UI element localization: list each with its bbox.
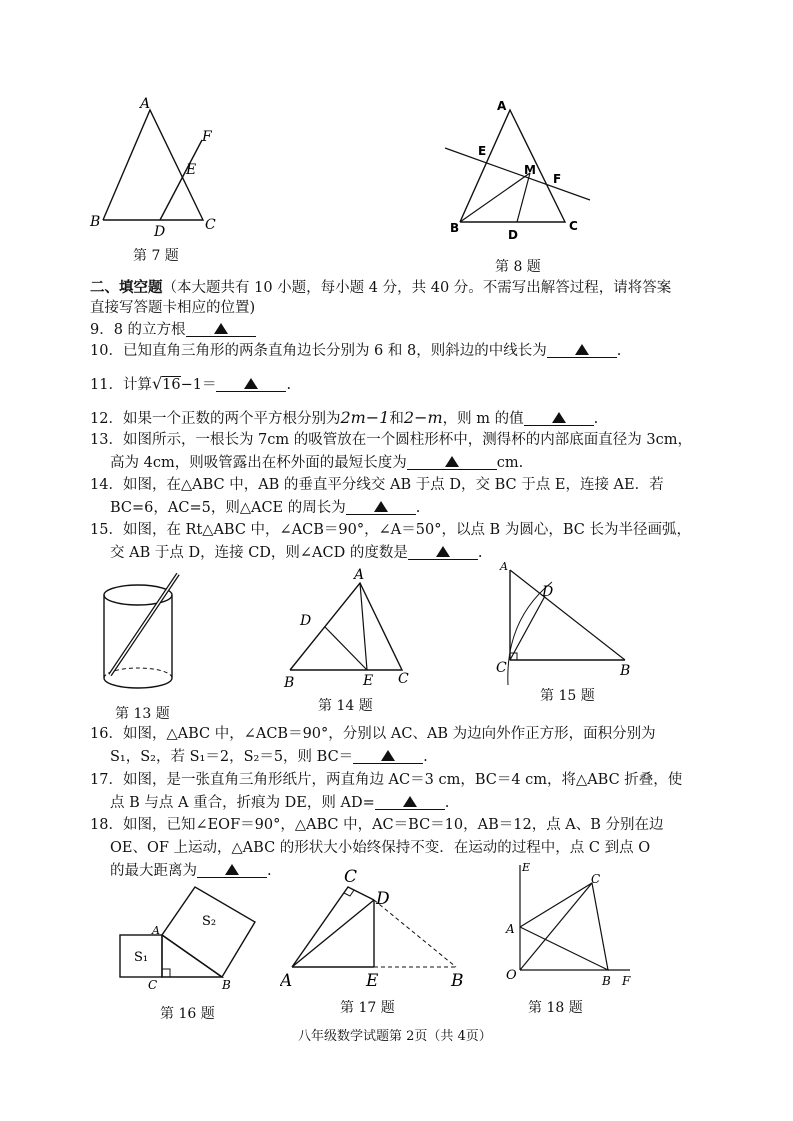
label-S1: S₁ <box>134 950 149 965</box>
question-11 <box>90 374 291 395</box>
label-S2: S₂ <box>202 914 217 929</box>
label-E: E <box>366 971 379 991</box>
q18-end: . <box>267 863 272 879</box>
question-14-line1: 14．如图，在△ABC 中，AB 的垂直平分线交 AB 于点 D，交 BC 于点 E，连接 AE．若 <box>90 477 664 493</box>
q14-pre: BC=6，AC=5，则△ACE 的周长为 <box>110 500 346 516</box>
q11-radicand: 16 <box>162 377 181 393</box>
label-A: A <box>152 924 160 937</box>
answer-triangle-icon <box>552 412 566 423</box>
label-A: A <box>500 560 508 573</box>
figure-16 <box>110 885 270 995</box>
answer-blank <box>524 409 594 426</box>
figure-15 <box>490 560 640 685</box>
answer-triangle-icon <box>403 796 417 807</box>
label-B: B <box>602 974 611 988</box>
answer-blank <box>407 453 497 470</box>
label-A: A <box>280 971 293 991</box>
q12-expr1: 2m−1 <box>340 408 390 427</box>
question-18-line1: 18．如图，已知∠EOF＝90°，△ABC 中，AC＝BC＝10，AB＝12，点 A、B 分别在边 <box>90 817 664 833</box>
answer-triangle-icon <box>575 344 589 355</box>
q11-pre: 11．计算 <box>90 377 152 393</box>
label-B: B <box>450 221 460 235</box>
label-A: A <box>140 96 151 112</box>
answer-triangle-icon <box>381 750 395 761</box>
caption-fig8: 第 8 题 <box>495 259 541 275</box>
label-A: A <box>354 567 365 583</box>
question-9 <box>90 320 256 340</box>
q18-pre: 的最大距离为 <box>110 863 197 879</box>
label-A: A <box>506 922 515 936</box>
q12-expr2: 2−m <box>403 408 443 427</box>
label-D: D <box>154 224 166 240</box>
caption-fig18: 第 18 题 <box>528 1000 583 1016</box>
label-C: C <box>496 660 507 676</box>
label-C: C <box>398 671 409 687</box>
caption-fig17: 第 17 题 <box>340 1000 395 1016</box>
question-17-line2 <box>110 793 449 813</box>
label-O: O <box>506 968 517 983</box>
label-C: C <box>344 867 358 887</box>
q15-pre: 交 AB 于点 D，连接 CD，则∠ACD 的度数是 <box>110 545 408 561</box>
label-C: C <box>591 872 601 886</box>
answer-triangle-icon <box>244 378 258 389</box>
label-B: B <box>284 675 295 690</box>
q17-pre: 点 B 与点 A 重合，折痕为 DE，则 AD= <box>110 795 375 811</box>
q12-mid: 和 <box>389 411 404 427</box>
question-18-line2: OE、OF 上运动，△ABC 的形状大小始终保持不变．在运动的过程中，点 C 到点 O <box>110 840 651 856</box>
answer-triangle-icon <box>445 456 459 467</box>
label-C: C <box>569 219 578 233</box>
q10-text: 10．已知直角三角形的两条直角边长分别为 6 和 8，则斜边的中线长为 <box>90 343 547 359</box>
q13-post: cm. <box>496 455 524 471</box>
label-D: D <box>508 228 518 242</box>
figure-17 <box>280 862 470 992</box>
question-12 <box>90 408 598 429</box>
label-M: M <box>524 163 536 177</box>
answer-blank <box>547 341 617 358</box>
q16-end: . <box>423 749 428 765</box>
label-C: C <box>205 217 216 233</box>
caption-fig14: 第 14 题 <box>318 698 373 714</box>
figure-8 <box>440 100 600 245</box>
caption-fig15: 第 15 题 <box>540 688 595 704</box>
q15-end: . <box>477 545 483 561</box>
question-17-line1: 17．如图，是一张直角三角形纸片，两直角边 AC＝3 cm，BC＝4 cm，将△ABC 折叠，使 <box>90 772 683 788</box>
question-13-line1: 13．如图所示，一根长为 7cm 的吸管放在一个圆柱形杯中，测得杯的内部底面直径为 3cm， <box>90 432 692 448</box>
label-F: F <box>622 974 631 988</box>
caption-fig16: 第 16 题 <box>160 1006 215 1022</box>
answer-blank <box>375 793 445 810</box>
figure-13 <box>98 570 188 695</box>
answer-triangle-icon <box>225 864 239 875</box>
label-E: E <box>363 673 374 689</box>
answer-blank <box>197 861 267 878</box>
caption-fig13: 第 13 题 <box>115 706 170 722</box>
label-E: E <box>186 162 197 178</box>
answer-blank <box>346 498 416 515</box>
question-16-line2 <box>110 747 428 767</box>
section-heading-rest: （本大题共有 10 小题，每小题 4 分，共 40 分。不需写出解答过程，请将答案 <box>162 280 672 296</box>
label-B: B <box>222 978 231 992</box>
question-10 <box>90 341 621 361</box>
label-A: A <box>497 100 507 113</box>
answer-triangle-icon <box>214 323 228 334</box>
section-heading <box>90 278 671 298</box>
sqrt-symbol: √ <box>151 374 163 393</box>
label-D: D <box>300 613 312 629</box>
label-F: F <box>553 172 562 186</box>
label-B: B <box>620 663 631 679</box>
question-18-line3 <box>110 861 272 881</box>
label-B: B <box>451 971 464 991</box>
question-14-line2 <box>110 498 420 518</box>
q14-end: . <box>415 500 421 516</box>
q9-text: 9．8 的立方根 <box>90 322 186 338</box>
label-E: E <box>522 861 531 874</box>
label-E: E <box>478 144 487 158</box>
label-C: C <box>148 978 158 992</box>
question-13-line2 <box>110 453 523 473</box>
figure-7 <box>80 95 230 240</box>
label-B: B <box>90 214 101 230</box>
figure-14 <box>280 565 415 690</box>
question-15-line2 <box>110 543 482 563</box>
q12-end: . <box>593 411 599 427</box>
page-footer: 八年级数学试题第 2页（共 4页） <box>298 1029 492 1044</box>
question-15-line1: 15．如图，在 Rt△ABC 中，∠ACB＝90°，∠A＝50°，以点 B 为圆心，BC 长为半径画弧， <box>90 522 691 538</box>
label-D: D <box>376 889 390 909</box>
q11-post: −1＝ <box>180 377 217 393</box>
question-16-line1: 16．如图，△ABC 中，∠ACB＝90°，分别以 AC、AB 为边向外作正方形，面积分别为 <box>90 726 656 742</box>
q10-end: . <box>616 343 622 359</box>
q13-pre: 高为 4cm，则吸管露出在杯外面的最短长度为 <box>110 455 407 471</box>
section-heading-line2: 直接写答题卡相应的位置) <box>90 300 256 316</box>
q17-end: . <box>444 795 450 811</box>
label-F: F <box>202 129 212 145</box>
q16-pre: S₁，S₂，若 S₁＝2，S₂＝5，则 BC＝ <box>110 749 354 765</box>
q12-post: ，则 m 的值 <box>442 411 524 427</box>
caption-fig7: 第 7 题 <box>133 248 179 264</box>
answer-blank <box>216 375 286 392</box>
answer-triangle-icon <box>374 501 388 512</box>
q11-end: . <box>286 377 292 393</box>
section-heading-bold: 二、填空题 <box>90 279 163 296</box>
answer-blank <box>186 320 256 337</box>
answer-triangle-icon <box>436 546 450 557</box>
q12-pre: 12．如果一个正数的两个平方根分别为 <box>90 411 341 427</box>
answer-blank <box>353 747 423 764</box>
answer-blank <box>408 543 478 560</box>
figure-18 <box>500 855 645 995</box>
label-D: D <box>542 584 554 600</box>
